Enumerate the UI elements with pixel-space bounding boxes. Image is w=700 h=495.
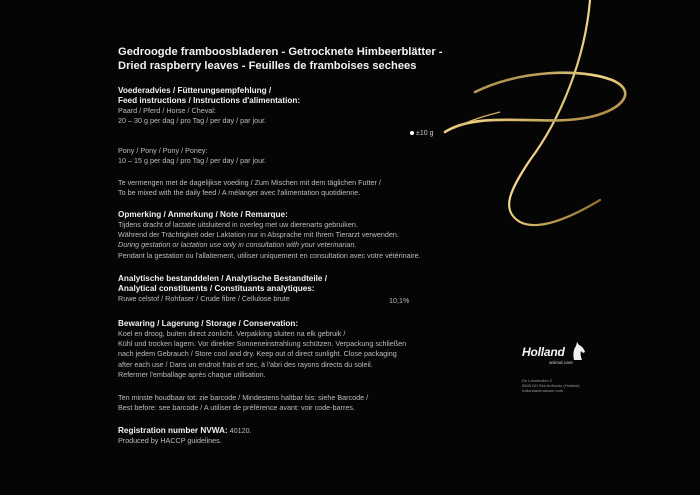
- remark-section: [118, 210, 421, 261]
- storage-section: [118, 319, 406, 380]
- storage-line-4: after each use / Dans un endroit frais et sec, à l'abri des rayons directs du soleil.: [118, 359, 373, 369]
- analytic-heading-2: Analytical constituents / Constituants analytiques:: [118, 284, 315, 293]
- pony-section: [118, 146, 266, 166]
- mix-line-1: Te vermengen met de dagelijkse voeding / Zum Mischen mit dem täglichen Futter /: [118, 178, 381, 187]
- crude-fibre-value: 10,1%: [389, 296, 410, 305]
- haccp-note: Produced by HACCP guidelines.: [118, 436, 222, 445]
- storage-line-3: nach jedem Gebrauch / Store cool and dry. Keep out of direct sunlight. Close packaging: [118, 349, 397, 359]
- address-line-2: 5845 DH Sint Anthonis (Holland): [522, 383, 580, 389]
- horse-label: Paard / Pferd / Horse / Cheval:: [118, 106, 216, 115]
- mix-section: [118, 178, 381, 198]
- scoop-icon: [410, 131, 414, 135]
- remark-line-3: During gestation or lactation use only in consultation with your veterinarian.: [118, 240, 357, 250]
- horse-dose: 20 – 30 g per dag / pro Tag / per day / par jour.: [118, 116, 267, 126]
- product-title: [118, 45, 443, 73]
- remark-line-4: Pendant la gestation ou l'allaitement, utiliser uniquement en consultation avec votre vétérinaire.: [118, 250, 421, 260]
- pony-label: Pony / Pony / Pony / Poney:: [118, 146, 208, 155]
- address-line-3: hollandanimalcare.com: [522, 388, 564, 394]
- analytic-heading-1: Analytische bestanddelen / Analytische Bestandteile /: [118, 274, 327, 283]
- storage-heading: Bewaring / Lagerung / Storage / Conservation:: [118, 319, 299, 328]
- scoop-note: [410, 130, 433, 137]
- brand-logo: [522, 345, 632, 394]
- horse-head-icon: [570, 341, 586, 361]
- feeding-section: [118, 86, 300, 126]
- shelf-line-2: Best before: see barcode / A utiliser de préférence avant: voir code-barres.: [118, 403, 355, 413]
- storage-line-5: Refermer l'emballage après chaque utilisation.: [118, 369, 266, 379]
- title-line-1: Gedroogde framboosbladeren - Getrocknete Himbeerblätter -: [118, 46, 443, 58]
- scoop-note-text: ±10 g: [416, 130, 434, 137]
- shelf-line-1: Ten minste houdbaar tot: zie barcode / Mindestens haltbar bis: siehe Barcode /: [118, 393, 369, 402]
- registration-label: Registration number NVWA:: [118, 426, 228, 435]
- brand-address: [522, 378, 580, 394]
- brand-tagline: animal care: [549, 360, 573, 365]
- storage-line-1: Koel en droog, buiten direct zonlicht. Verpakking sluiten na elk gebruik /: [118, 329, 346, 338]
- address-line-1: De Leemkuilen 2: [522, 378, 553, 383]
- registration-section: [118, 425, 252, 446]
- brand-name: Holland: [522, 345, 565, 359]
- mix-line-2: To be mixed with the daily feed / A mélanger avec l'alimentation quotidienne.: [118, 188, 361, 198]
- remark-line-2: Während der Trächtigkeit oder Laktation nur in Absprache mit Ihrem Tierarzt verwenden.: [118, 230, 399, 240]
- remark-line-1: Tijdens dracht of lactatie uitsluitend in overleg met uw dierenarts gebruiken.: [118, 220, 358, 229]
- title-line-2: Dried raspberry leaves - Feuilles de framboises sechees: [118, 60, 417, 72]
- storage-line-2: Kühl und trocken lagern. Vor direkter Sonneneinstrahlung schützen. Verpackung schließen: [118, 339, 407, 349]
- feeding-heading-2: Feed instructions / Instructions d'alimentation:: [118, 96, 301, 105]
- shelf-life-section: [118, 393, 368, 413]
- analytic-section: [118, 274, 327, 304]
- feeding-heading-1: Voederadvies / Fütterungsempfehlung /: [118, 86, 272, 95]
- registration-number: 40120.: [229, 426, 252, 435]
- pony-dose: 10 – 15 g per dag / pro Tag / per day / par jour.: [118, 156, 267, 166]
- crude-fibre-label: Ruwe celstof / Rohfaser / Crude fibre / Cellulose brute: [118, 294, 290, 303]
- remark-heading: Opmerking / Anmerkung / Note / Remarque:: [118, 210, 288, 219]
